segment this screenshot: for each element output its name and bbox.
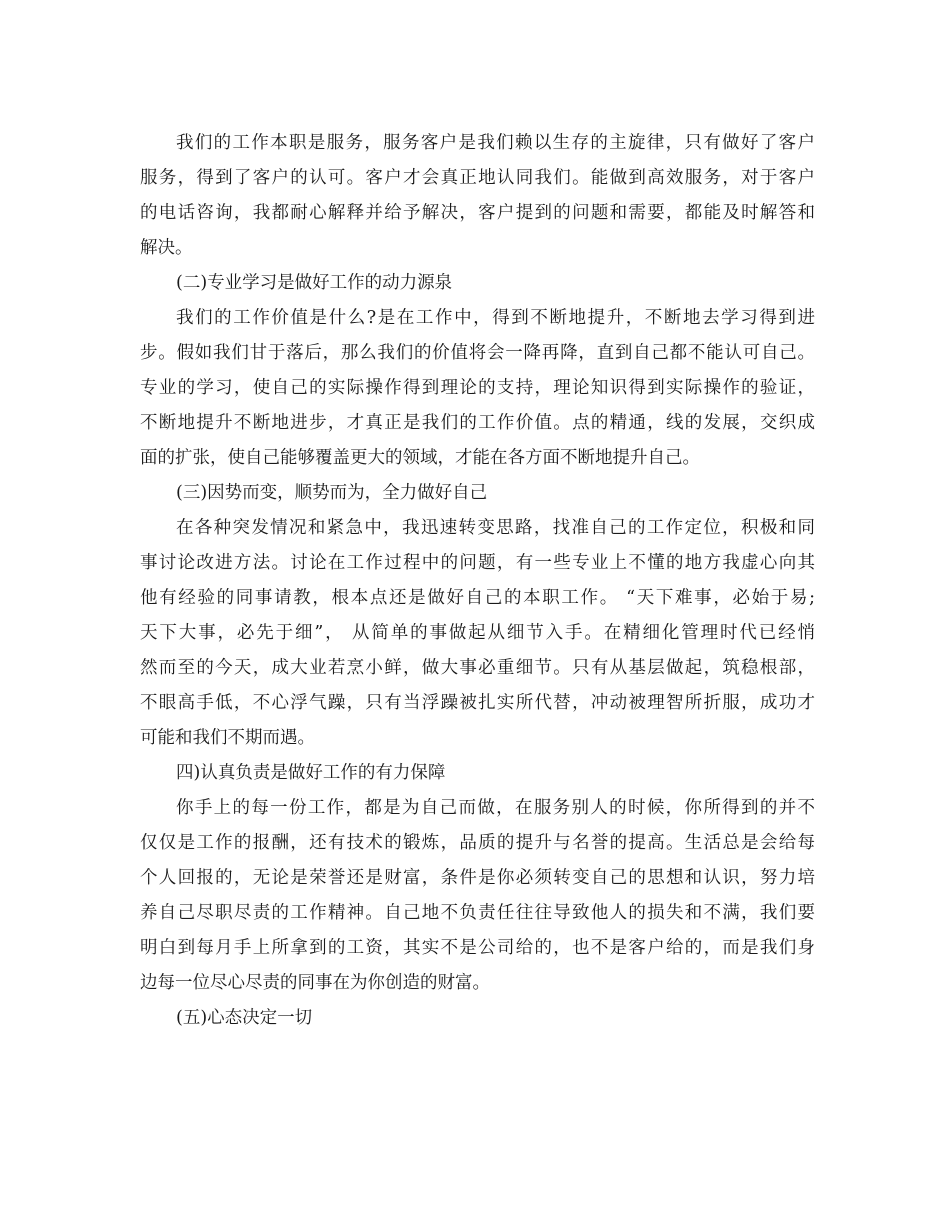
text-line: 他有经验的同事请教，根本点还是做好自己的本职工作。 “天下难事，必始于易; <box>140 588 815 608</box>
text-line: 的电话咨询，我都耐心解释并给予解决，客户提到的问题和需要，都能及时解答和 <box>140 203 815 223</box>
heading-text: (三)因势而变，顺势而为，全力做好自己 <box>176 483 488 503</box>
body-paragraph <box>140 791 815 1001</box>
text-line: 步。假如我们甘于落后，那么我们的价值将会一降再降，直到自己都不能认可自己。 <box>140 343 815 363</box>
text-line: 事讨论改进方法。讨论在工作过程中的问题，有一些专业上不懂的地方我虚心向其 <box>140 553 815 573</box>
text-line: 我们的工作本职是服务，服务客户是我们赖以生存的主旋律，只有做好了客户 <box>176 133 815 153</box>
text-line: 在各种突发情况和紧急中，我迅速转变思路，找准自己的工作定位，积极和同 <box>176 518 815 538</box>
text-line: 可能和我们不期而遇。 <box>140 728 315 748</box>
body-paragraph <box>140 511 815 756</box>
text-line: 然而至的今天，成大业若烹小鲜，做大事必重细节。只有从基层做起，筑稳根部， <box>140 658 815 678</box>
text-line: 面的扩张，使自己能够覆盖更大的领域，才能在各方面不断地提升自己。 <box>140 448 700 468</box>
text-line: 边每一位尽心尽责的同事在为你创造的财富。 <box>140 973 490 993</box>
text-line: 仅仅是工作的报酬，还有技术的锻炼，品质的提升与名誉的提高。生活总是会给每 <box>140 833 815 853</box>
heading-text: 四)认真负责是做好工作的有力保障 <box>176 763 446 783</box>
document-body <box>140 126 815 1036</box>
section-heading <box>140 756 815 791</box>
text-line: 个人回报的，无论是荣誉还是财富，条件是你必须转变自己的思想和认识，努力培 <box>140 868 815 888</box>
body-paragraph <box>140 301 815 476</box>
text-line: 天下大事，必先于细”， 从简单的事做起从细节入手。在精细化管理时代已经悄 <box>140 623 815 643</box>
text-line: 明白到每月手上所拿到的工资，其实不是公司给的，也不是客户给的，而是我们身 <box>140 938 815 958</box>
section-heading <box>140 476 815 511</box>
text-line: 专业的学习，使自己的实际操作得到理论的支持，理论知识得到实际操作的验证， <box>140 378 815 398</box>
section-heading <box>140 1001 815 1036</box>
heading-text: (五)心态决定一切 <box>176 1008 313 1028</box>
text-line: 我们的工作价值是什么?是在工作中，得到不断地提升，不断地去学习得到进 <box>176 308 815 328</box>
text-line: 服务，得到了客户的认可。客户才会真正地认同我们。能做到高效服务，对于客户 <box>140 168 815 188</box>
text-line: 解决。 <box>140 238 193 258</box>
text-line: 不眼高手低，不心浮气躁，只有当浮躁被扎实所代替，冲动被理智所折服，成功才 <box>140 693 815 713</box>
text-line: 不断地提升不断地进步，才真正是我们的工作价值。点的精通，线的发展，交织成 <box>140 413 815 433</box>
text-line: 你手上的每一份工作，都是为自己而做，在服务别人的时候，你所得到的并不 <box>176 798 815 818</box>
section-heading <box>140 266 815 301</box>
text-line: 养自己尽职尽责的工作精神。自己地不负责任往往导致他人的损失和不满，我们要 <box>140 903 815 923</box>
body-paragraph <box>140 126 815 266</box>
heading-text: (二)专业学习是做好工作的动力源泉 <box>176 273 453 293</box>
